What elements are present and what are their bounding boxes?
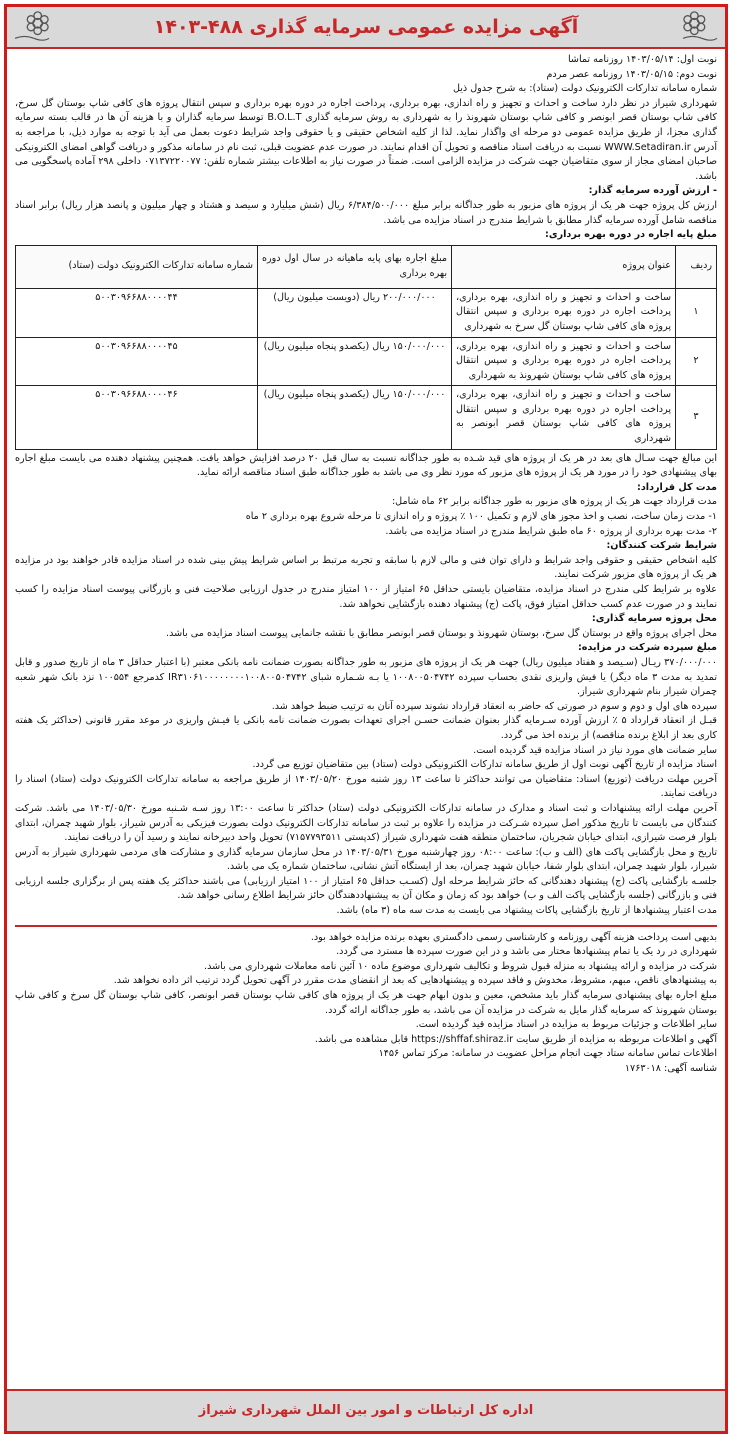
rent-heading: مبلغ پایه اجاره در دوره بهره برداری: xyxy=(544,229,717,241)
setad-number: ۵۰۰۳۰۹۶۶۸۸۰۰۰۰۴۶ xyxy=(16,386,258,449)
section-divider xyxy=(15,925,717,927)
participants-p2: علاوه بر شرایط کلی مندرج در اسناد مزایده، متقاضیان بایستی حداقل ۶۵ امتیاز از ۱۰۰ امتیاز مندرج در جدول ارزیابی صلاحیت فنی و بازرگانی پیوست اسناد مزایده را کسب نمایند و در صورت عدم کسب حداقل امتیاز فوق، پاکت (ج) پیشنهاد دهنده بازگشایی نخواهد شد. xyxy=(15,584,717,610)
participants-heading: شرایط شرکت کنندگان: xyxy=(606,540,717,552)
schedule-p4: تاریخ و محل بازگشایی پاکت های (الف و ب): ساعت ۰۸:۰۰ روز چهارشنبه مورخ ۱۴۰۳/۰۵/۳۱ در محل سازمان سرمایه گذاری و مشارکت های مردمی شهرداری شیراز به آدرس شیراز، بلوار شهید چمران، ابتدای بلوار شفا، خیابان شهید چمران، بعد از ایستگاه آتش نشانی، ساختمان شماره یک می باشد. xyxy=(15,846,717,873)
note-7: آگهی و اطلاعات مربوطه به مزایده از طریق سایت https://shffaf.shiraz.ir قابل مشاهده می باشد. xyxy=(314,1033,717,1045)
intro-paragraph: شهرداری شیراز در نظر دارد ساخت و احداث و تجهیز و راه اندازی، بهره برداری، پرداخت اجاره در دوره بهره برداری و سپس انتقال پروژه های کافی شاپ بوستان گل سرخ، کافی شاپ بوستان قصر ابونصر و کافی شاپ بوستان شهرونذ را به شهرداری به روش سرمایه گذاری B.O.L.T توسط سرمایه گذاران و با هزینه آن ها در قالب بسته سرمایه گذاری مجزا، از طریق مزایده عمومی دو مرحله ای واگذار نماید. لذا از کلیه اشخاص حقیقی و یا حقوقی واجد شرایط دعوت بعمل می آید با توجه به موارد ذیل، با مراجعه به آدرس WWW.Setadiran.ir نسبت به دریافت اسناد مناقصه و تحویل آن اقدام نمایند. در صورت عدم عضویت قبلی، ثبت نام در سامانه مذکور و دریافت گواهی امضای الکترونیکی صاحبان امضای مجاز از سوی متقاضیان جهت شرکت در مزایده الزامی است. ضمناً در صورت نیاز به اطلاعات بیشتر شماره تلفن: ۰۷۱۳۷۲۲۰۰۷۷ داخلی ۲۹۸ آماده پاسخگویی می باشد. xyxy=(15,97,718,182)
note-1: بدیهی است پرداخت هزینه آگهی روزنامه و کارشناسی رسمی دادگستری بعهده برنده مزایده خواهد بود. xyxy=(310,931,717,943)
duration-heading: مدت کل قرارداد: xyxy=(637,481,717,493)
row-number: ۲ xyxy=(676,337,717,386)
duration-line-2: ۱- مدت زمان ساخت، نصب و اخذ مجوز های لازم و تکمیل ۱۰۰ ٪ پروژه و راه اندازی تا مرحله شروع بهره برداری ۲ ماه xyxy=(245,511,717,523)
table-row xyxy=(16,386,717,449)
note-8: اطلاعات تماس سامانه ستاد جهت انجام مراحل عضویت در سامانه: مرکز تماس ۱۴۵۶ xyxy=(378,1048,717,1060)
project-title: ساخت و احداث و تجهیز و راه اندازی، بهره برداری، پرداخت اجاره در دوره بهره برداری و سپس انتقال پروژه های کافی شاپ بوستان شهرونذ به شهرداری xyxy=(452,337,676,386)
note-5: مبلغ اجاره بهای پیشنهادی سرمایه گذار باید مشخص، معین و بدون ابهام جهت هر یک از پروژه های کافی شاپ بوستان قصر ابونصر، کافی شاپ بوستان گل سرخ و کافی شاپ بوستان شهرونذ که سرمایه گذار مایل به شرکت در مزایده آن می باشد، به طور جداگانه ارائه گردد. xyxy=(15,990,717,1016)
location-heading: محل پروژه سرمایه گذاری: xyxy=(591,613,717,625)
deposit-p3: قبـل از انعقاد قرارداد ۵ ٪ ارزش آورده سـرمایه گذار بعنوان ضمانت حسـن اجرای تعهدات بصورت ضمانت نامه بانکی یا فیـش واریزی در موعد مقرر قانونی (حداکثر یک هفته کاری بعد از ابلاغ برنده مناقصه) از برنده اخذ می گردد. xyxy=(15,715,717,741)
deposit-p1: ۳۷۰/۰۰۰/۰۰۰ ریـال (سـیصد و هفتاد میلیون ریال) جهت هر یک از پروژه های مزبور به طور جداگانه بصورت ضمانت نامه بانکی معتبر (با اعتبار حداقل ۳ ماه از تاریخ صدور و قابل تمدید به مدت ۳ ماه دیگر) یا فیش واریزی نقدی بحساب سپرده ۱۰۰۸۰۰۵۰۴۷۴۲ یا بـه شـماره شبای IR۳۱۰۶۱۰۰۰۰۰۰۰۰۱۰۰۸۰۰۵۰۴۷۴۲ کدمرجع ۱۰۰۵۵۴ نزد بانک شهر شعبه چمران شیراز بنام شهرداری شیراز. xyxy=(15,656,718,698)
municipality-logo-icon xyxy=(13,10,51,44)
project-title: ساخت و احداث و تجهیز و راه اندازی، بهره برداری، پرداخت اجاره در دوره بهره برداری و سپس انتقال پروژه های کافی شاپ بوستان قصر ابونصر به شهرداری xyxy=(452,386,676,449)
ad-id: شناسه آگهی: ۱۷۶۳۰۱۸ xyxy=(624,1063,717,1074)
col-header-setad: شماره سامانه تدارکات الکترونیک دولت (ستاد) xyxy=(16,245,258,288)
rent-amount: ۱۵۰/۰۰۰/۰۰۰ ریال (یکصدو پنجاه میلیون ریال) xyxy=(258,337,452,386)
rent-amount: ۱۵۰/۰۰۰/۰۰۰ ریال (یکصدو پنجاه میلیون ریال) xyxy=(258,386,452,449)
deposit-p2: سپرده های اول و دوم و سوم در صورتی که حاضر به انعقاد قرارداد نشوند سپرده آنان به ترتیب ضبط خواهد شد. xyxy=(271,700,717,712)
projects-table xyxy=(15,245,717,450)
second-publication: نوبت دوم: ۱۴۰۳/۰۵/۱۵ روزنامه عصر مردم xyxy=(546,68,717,80)
row-number: ۱ xyxy=(676,288,717,337)
table-row xyxy=(16,288,717,337)
duration-line-1: مدت قرارداد جهت هر یک از پروژه های مزبور به طور جداگانه برابر ۶۲ ماه شامل: xyxy=(391,496,717,508)
project-title: ساخت و احداث و تجهیز و راه اندازی، بهره برداری، پرداخت اجاره در دوره بهره برداری و سپس انتقال پروژه های کافی شاپ بوستان گل سرخ به شهرداری xyxy=(452,288,676,337)
duration-line-3: ۲- مدت بهره برداری از پروژه ۶۰ ماه طبق شرایط مندرج در اسناد مزایده می باشد. xyxy=(385,525,717,537)
col-header-project-title: عنوان پروژه xyxy=(452,245,676,288)
col-header-row-number: ردیف xyxy=(676,245,717,288)
table-row xyxy=(16,337,717,386)
setad-number: ۵۰۰۳۰۹۶۶۸۸۰۰۰۰۴۵ xyxy=(16,337,258,386)
note-3: شرکت در مزایده و ارائه پیشنهاد به منزله قبول شروط و تکالیف شهرداری موضوع ماده ۱۰ آئین نامه معاملات شهرداری می باشد. xyxy=(204,960,717,972)
deposit-p4: سایر ضمانت های مورد نیاز در اسناد مزایده قید گردیده است. xyxy=(473,744,717,756)
location-text: محل اجرای پروژه واقع در بوستان گل سرخ، بوستان شهرونذ و بوستان قصر ابونصر مطابق با نقشه جانمایی پیوست اسناد مزایده می باشد. xyxy=(166,627,717,639)
schedule-p3: آخرین مهلت ارائه پیشنهادات و ثبت اسناد و مدارک در سامانه تدارکات الکترونیکی دولت (ستاد) حداکثر تا ساعت ۱۳:۰۰ روز سـه شـنبه مورخ ۱۴۰۳/۰۵/۳۰ می باشد. شرکت کنندگان می بایست تا تاریخ مذکور اصل سپرده شـرکت در مزایده را علاوه بر ثبت در سامانه تدارکات الکترونیک دولت بصورت فیزیکی به آدرس شیراز، بلوار شهید چمران، ابتدای بلوار فرصت شیرازی، ابتدای خیابان شجریان، ساختمان منطقه هفت شهرداری شیراز (کدپستی ۷۱۵۷۷۹۳۵۱۱) تحویل واحد دبیرخانه نمایند و رسید آن را دریافت نمایند. xyxy=(15,802,718,844)
schedule-p5: جلسـه بازگشایی پاکت (ج) پیشنهاد دهندگانی که حائز شرایط مرحله اول (کسـب حداقل ۶۵ امتیاز از ۱۰۰ امتیاز ارزیابی) می باشند حداکثر یک هفته پس از برگزاری جلسه ارزیابی فنی و بازرگانی (جلسه بازگشایی پاکت الف و ب) خواهد بود که زمان و مکان آن به پیشنهاددهندگان حائز شرایط اطلاع رسانی خواهد شد. xyxy=(15,875,717,902)
schedule-p6: مدت اعتبار پیشنهادها از تاریخ بازگشایی پاکات پیشنهاد می بایست به مدت سه ماه (۳ ماه) باشد. xyxy=(336,905,717,917)
ad-footer: اداره کل ارتباطات و امور بین الملل شهرداری شیراز xyxy=(7,1389,725,1431)
ad-body xyxy=(7,49,725,1077)
note-2: شهرداری در رد یک یا تمام پیشنهادها مختار می باشد و در این صورت سپرده ها مسترد می گردد. xyxy=(336,946,717,958)
schedule-p1: اسناد مزایده از تاریخ آگهی نوبت اول از طریق سامانه تدارکات الکترونیکی دولت (ستاد) بین متقاضیان توزیع می گردد. xyxy=(252,759,717,771)
first-publication: نوبت اول: ۱۴۰۳/۰۵/۱۴ روزنامه تماشا xyxy=(567,54,717,65)
rent-amount: ۲۰۰/۰۰۰/۰۰۰ ریال (دویست میلیون ریال) xyxy=(258,288,452,337)
participants-p1: کلیه اشخاص حقیقی و حقوقی واجد شرایط و دارای توان فنی و مالی لازم با سابقه و تجربه مرتبط بر اساس شرایط پیش بینی شده در اسناد مزایده قادر خواهند بود در مزایده هر یک از پروژه های مزبور شرکت نمایند. xyxy=(15,554,717,581)
table-header-row xyxy=(16,245,717,288)
row-number: ۳ xyxy=(676,386,717,449)
advertisement xyxy=(4,4,728,1434)
col-header-rent: مبلغ اجاره بهای پایه ماهیانه در سال اول دوره بهره برداری xyxy=(258,245,452,288)
note-6: سایر اطلاعات و جزئیات مربوط به مزایده در اسناد مزایده قید گردیده است. xyxy=(415,1019,717,1031)
municipality-logo-icon xyxy=(681,10,719,44)
setad-number: ۵۰۰۳۰۹۶۶۸۸۰۰۰۰۴۴ xyxy=(16,288,258,337)
note-4: به پیشنهادهای ناقص، مبهم، مشروط، مخدوش و فاقد سپرده و پیشنهادهایی که بعد از انقضای مدت مقرر در آگهی تحویل گردد ترتیب اثر داده نخواهد شد. xyxy=(113,975,717,987)
deposit-heading: مبلغ سپرده شرکت در مزایده: xyxy=(577,642,717,654)
ad-header xyxy=(7,7,725,49)
setad-number-note: شماره سامانه تدارکات الکترونیک دولت (ستاد): به شرح جدول ذیل xyxy=(452,83,717,95)
schedule-p2: آخرین مهلت دریافت (توزیع) اسناد: متقاضیان می توانند حداکثر تا ساعت ۱۳ روز شنبه مورخ ۱۴۰۳/۰۵/۲۰ از طریق مراجعه به سامانه تدارکات الکترونیک دولت (ستاد) اسناد را دریافت نمایند. xyxy=(15,773,717,800)
capital-text: ارزش کل پروژه جهت هر یک از پروژه های مزبور به طور جداگانه برابر مبلغ ۶/۳۸۴/۵۰۰/۰۰۰ ریال (شش میلیارد و سیصد و هشتاد و چهار میلیون و پانصد هزار ریال) برابر اسناد مناقصه شامل آورده سرمایه گذار مطابق با شرایط مندرج در اسناد مزایده می باشد. xyxy=(15,199,717,226)
rent-increase-note: این مبالغ جهت سـال های بعد در هر یک از پروژه های قید شـده به طور جداگانه نسبت به سال قبل ۲۰ درصد افزایش خواهد یافت. همچنین پیشنهاد دهنده می بایست مبلغ اجاره بهای پیشنهادی خود را در مورد هر یک از پروژه های مزبور که مورد نظر وی می باشد به طور جداگانه طبق اسناد مناقصه ارائه نماید. xyxy=(15,452,717,479)
ad-title: آگهی مزایده عمومی سرمایه گذاری ۴۸۸-۱۴۰۳ xyxy=(153,16,579,38)
capital-heading: - ارزش آورده سرمایه گذار: xyxy=(588,185,717,197)
